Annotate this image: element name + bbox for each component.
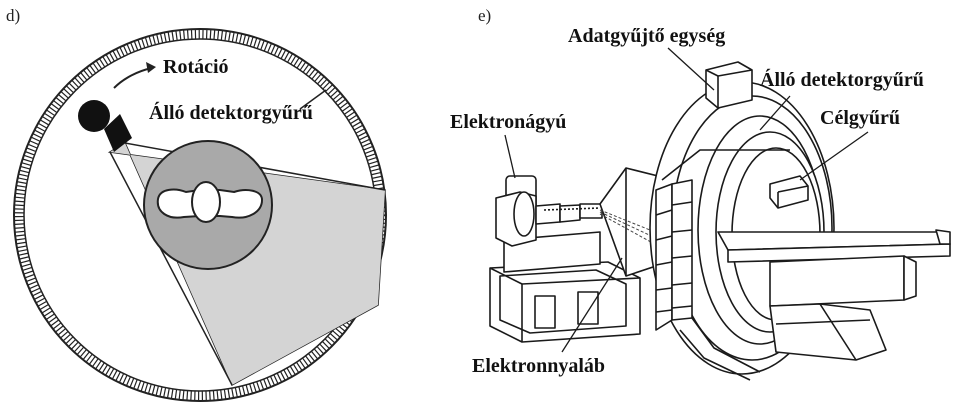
electron-gun-label: Elektronágyú xyxy=(450,111,567,133)
panel-e-diagram xyxy=(400,0,962,405)
panel-e-letter: e) xyxy=(478,6,492,25)
xray-source-icon xyxy=(78,100,132,152)
panel-d-ring-label: Álló detektorgyűrű xyxy=(149,102,313,124)
data-unit-label: Adatgyűjtő egység xyxy=(568,25,726,47)
panel-e-ring-label: Álló detektorgyűrű xyxy=(760,69,924,91)
target-ring-label: Célgyűrű xyxy=(820,107,900,129)
data-acquisition-unit xyxy=(706,62,752,108)
panel-d-letter: d) xyxy=(6,6,21,25)
rotation-arrow-icon xyxy=(114,62,156,88)
electron-beam-label: Elektronnyaláb xyxy=(472,355,605,377)
rotation-label: Rotáció xyxy=(163,56,229,78)
